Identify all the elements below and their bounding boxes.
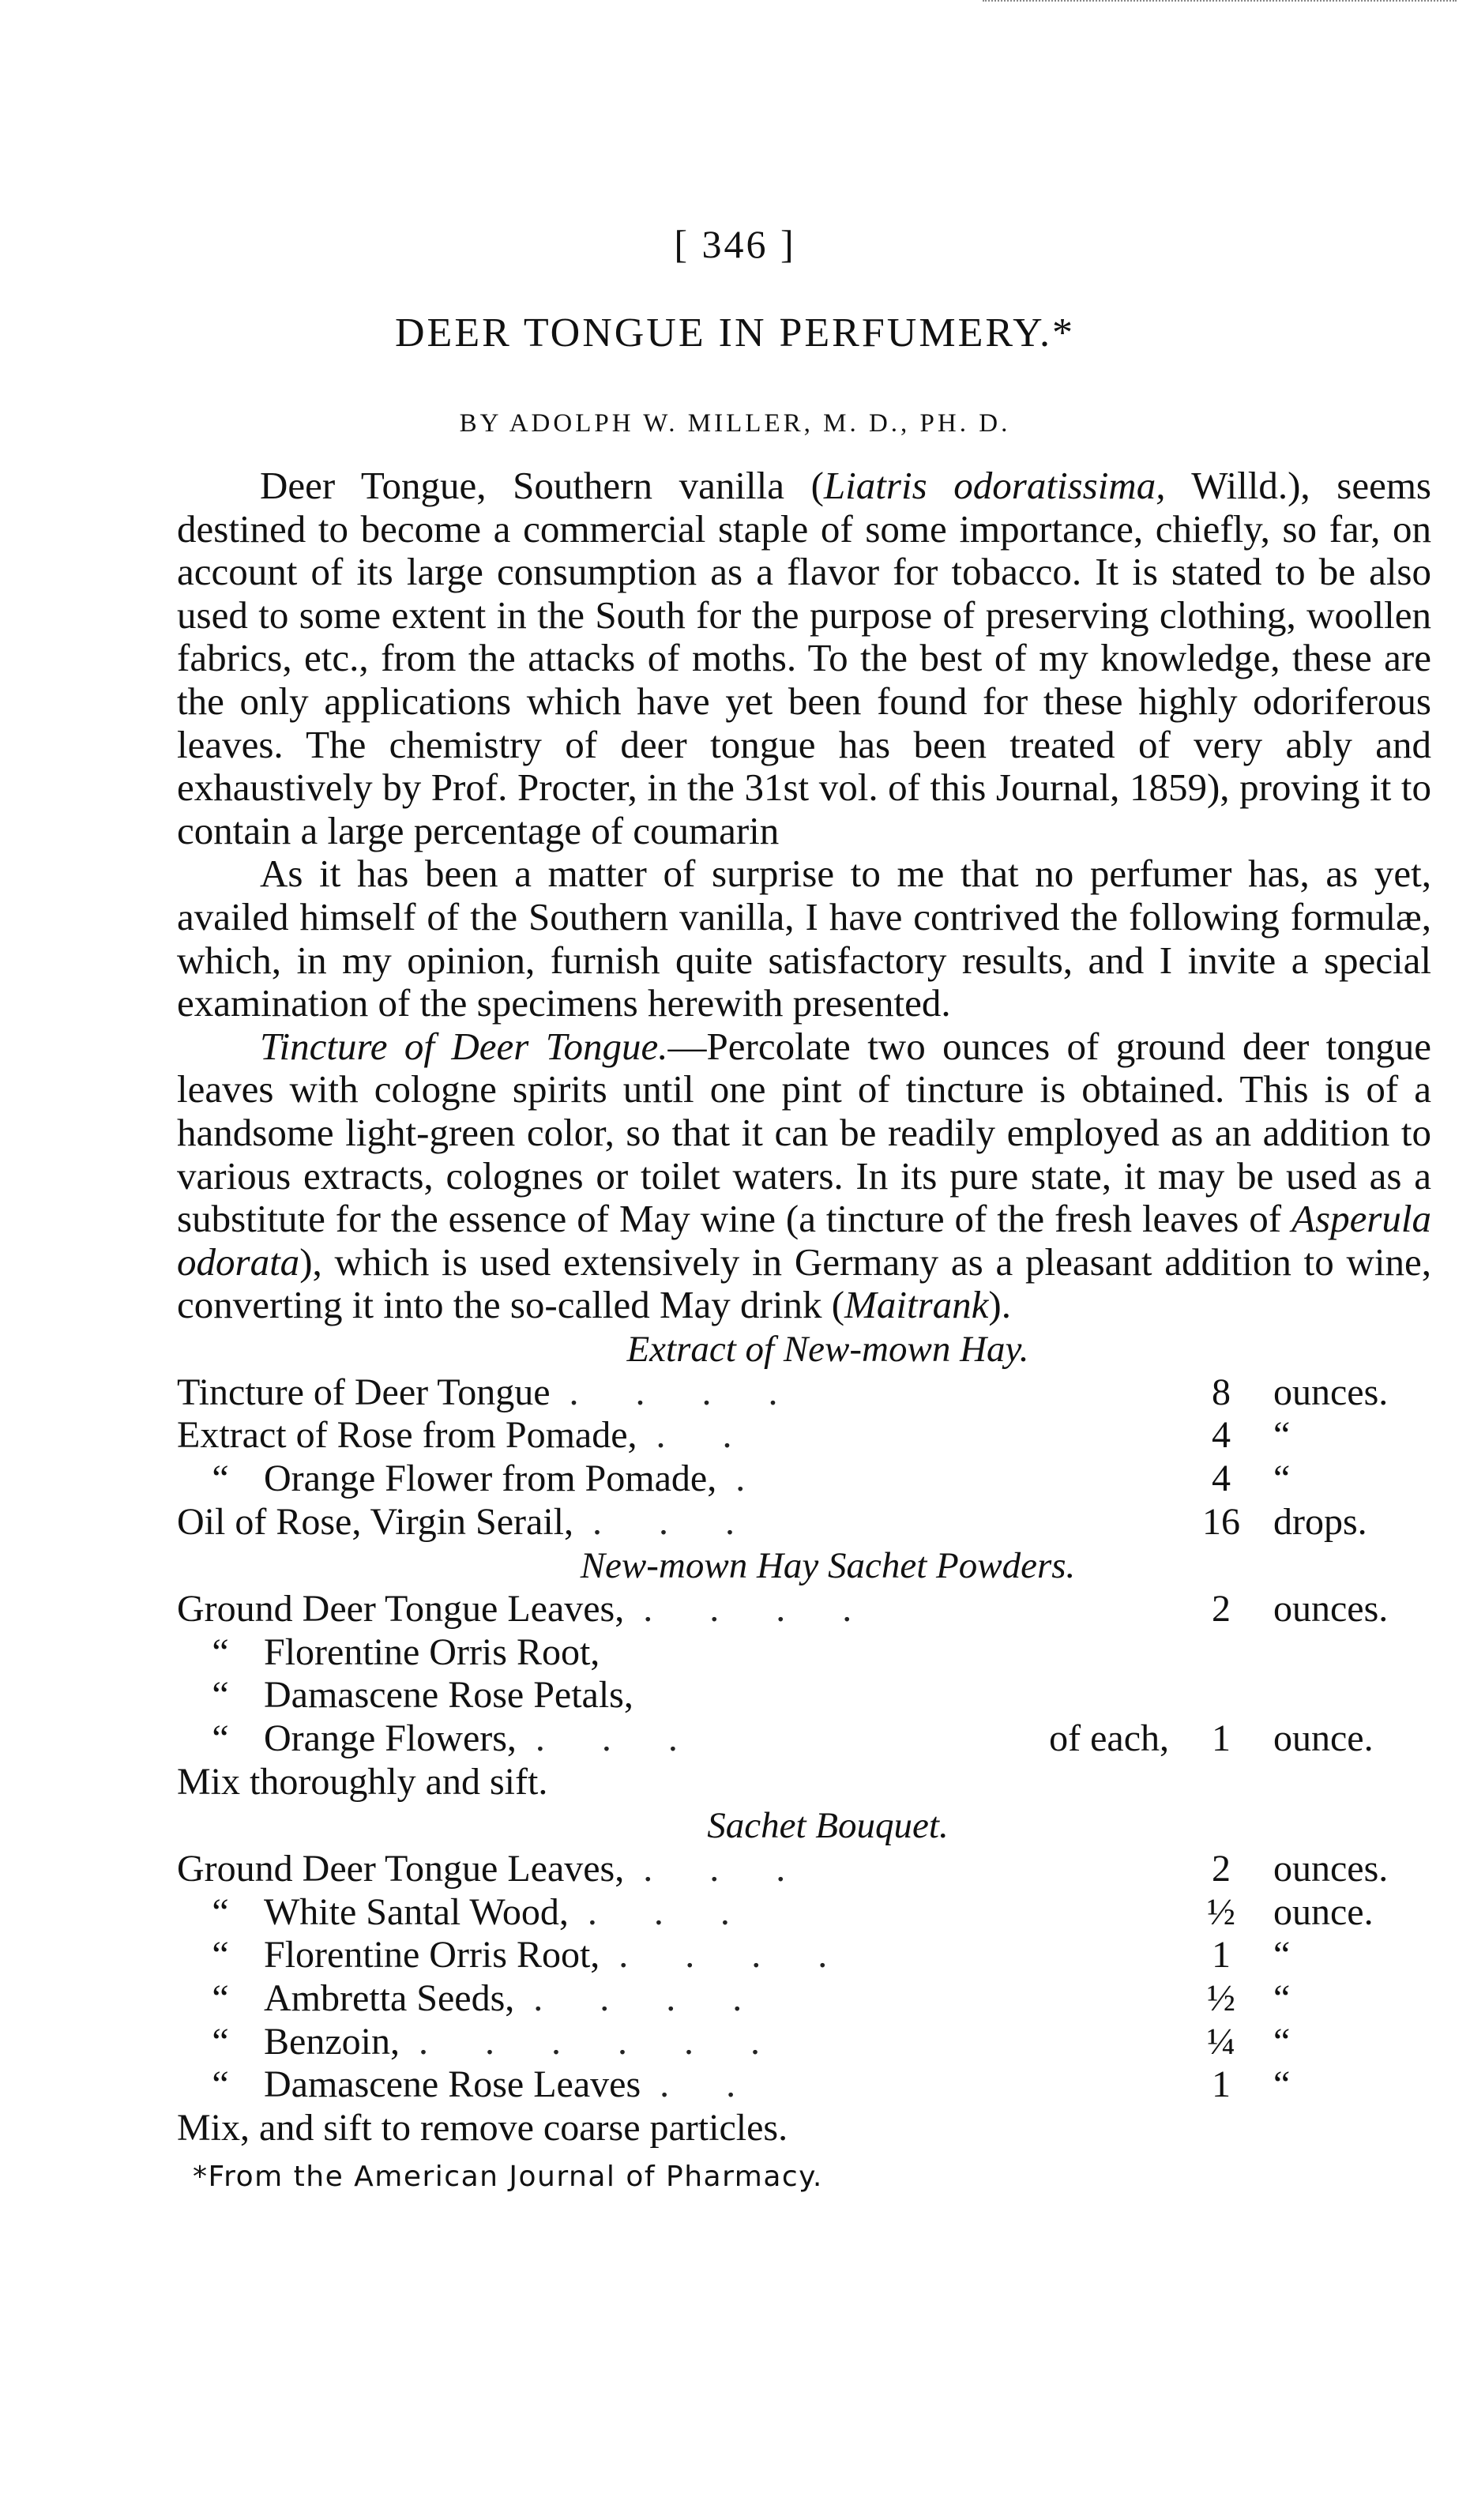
leader-dots: . . . .: [643, 1588, 876, 1630]
unit: “: [1273, 2063, 1291, 2106]
each-note: [1153, 1588, 1185, 1631]
quantity: 4: [1212, 1414, 1231, 1457]
recipe-note: Mix thoroughly and sift.: [177, 1760, 548, 1803]
quantity: ½: [1207, 1890, 1235, 1933]
recipe-note: Mix, and sift to remove coarse particles.: [177, 2106, 788, 2149]
ingredient-name: Oil of Rose, Virgin Serail,: [177, 1500, 573, 1543]
drink-name: Maitrank: [844, 1283, 989, 1327]
recipe-sachet-bouquet: [177, 1848, 1431, 2150]
leader-dots: . . .: [587, 1890, 754, 1933]
quantity: 16: [1202, 1500, 1240, 1543]
recipe-heading-sachet-bouquet: Sachet Bouquet.: [707, 1805, 949, 1847]
quantity: [1185, 1631, 1258, 1675]
quantity: ¼: [1207, 2020, 1235, 2063]
recipe-row: [177, 1414, 1431, 1457]
quantity: ½: [1207, 1977, 1235, 2019]
quantity: 2: [1212, 1588, 1231, 1630]
each-note: [1153, 1631, 1185, 1675]
unit: “: [1273, 1414, 1291, 1457]
recipe-row: [177, 1501, 1431, 1544]
leader-dots: . .: [660, 2063, 760, 2106]
species-name: Liatris odoratissima,: [823, 464, 1166, 507]
ditto-mark: “: [212, 1934, 229, 1977]
unit: ounces.: [1273, 1848, 1389, 1890]
unit: [1258, 1631, 1431, 1675]
article-body: [177, 465, 1431, 2193]
text-run: ), which is used extensively in Germany as a pleasant addition to wine, converting it into the so-called May drink (: [177, 1239, 1431, 1327]
ingredient-name: Orange Flowers,: [264, 1717, 517, 1760]
recipe-hay-extract: [177, 1371, 1431, 1544]
recipe-row: [177, 1717, 1431, 1761]
text-run: ).: [988, 1283, 1011, 1327]
byline: BY ADOLPH W. MILLER, M. D., PH. D.: [459, 409, 1011, 438]
unit: ounce.: [1273, 1717, 1374, 1760]
ditto-mark: “: [212, 1977, 229, 2019]
top-rule: [983, 0, 1457, 4]
text-run: —Percolate two ounces of ground deer tongue leaves with cologne spirits until one pint of tincture is obtained. This is of a handsome light-green color, so that it can be readily employed as an addition to various extracts, colognes or toilet waters. In its pure state, it may be used as a substitute for the essence of May wine (a tincture of the fresh leaves of: [177, 1024, 1432, 1241]
ditto-mark: “: [212, 1457, 229, 1500]
recipe-row: [177, 1371, 1431, 1415]
ingredient-name: Ground Deer Tongue Leaves,: [177, 1848, 625, 1890]
ingredient-name: Damascene Rose Petals,: [264, 1674, 633, 1717]
leader-dots: . . . .: [618, 1934, 852, 1977]
recipe-row: [177, 2021, 1431, 2064]
leader-dots: . . . .: [569, 1371, 802, 1413]
page-number: [ 346 ]: [674, 222, 796, 266]
ingredient-name: Benzoin,: [264, 2020, 400, 2063]
recipe-heading-hay-extract: Extract of New-mown Hay.: [626, 1328, 1029, 1370]
leader-dots: . . . .: [533, 1977, 766, 2019]
ingredient-name: Extract of Rose from Pomade,: [177, 1414, 637, 1457]
quantity: 1: [1212, 2063, 1231, 2106]
text-run: Willd.), seems destined to become a commercial staple of some importance, chiefly, so far, on account of its large consumption as a flavor for tobacco. It is stated to be also used to some extent in the South for the purpose of preserving clothing, woollen fabrics, etc., from the attacks of moths. To the best of my knowledge, these are the only applications which have yet been found for these highly odoriferous leaves. The chemistry of deer tongue has been treated of very ably and exhaustively by Prof. Procter, in the 31st vol. of this Journal, 1859), proving it to contain a large percentage of coumarin: [177, 464, 1432, 852]
recipe-row: [177, 1674, 1431, 1717]
unit: “: [1273, 1977, 1291, 2019]
ingredient-name: Florentine Orris Root,: [264, 1934, 600, 1977]
each-note: of each,: [1049, 1717, 1169, 1760]
ditto-mark: “: [212, 1630, 229, 1673]
recipe-row: [177, 1934, 1431, 1977]
ingredient-name: Tincture of Deer Tongue: [177, 1371, 551, 1413]
quantity: 4: [1212, 1457, 1231, 1500]
unit: [1258, 1674, 1431, 1717]
text-run: Deer Tongue, Southern vanilla (: [260, 464, 824, 507]
recipe-row: [177, 1588, 1431, 1631]
paragraph-formulae: As it has been a matter of surprise to me that no perfumer has, as yet, availed himself of the Southern vanilla, I have contrived the following formulæ, which, in my opinion, furnish quite satisfactory results, and I invite a special examination of the specimens herewith presented.: [177, 852, 1431, 1025]
each-note: [1153, 1674, 1185, 1717]
ditto-mark: “: [212, 1890, 229, 1933]
leader-dots: [633, 1674, 1153, 1717]
quantity: 1: [1212, 1934, 1231, 1977]
unit: drops.: [1273, 1500, 1367, 1543]
paragraph-tincture: [177, 1025, 1431, 1327]
leader-dots: . . .: [592, 1500, 758, 1543]
ditto-mark: “: [212, 1674, 229, 1717]
unit: ounces.: [1273, 1588, 1389, 1630]
quantity: 8: [1212, 1371, 1231, 1413]
ingredient-name: Orange Flower from Pomade,: [264, 1457, 717, 1500]
leader-dots: [600, 1631, 1153, 1675]
paragraph-intro: [177, 465, 1431, 852]
recipe-row: [177, 1631, 1431, 1675]
ingredient-name: Ambretta Seeds,: [264, 1977, 515, 2019]
recipe-row: [177, 1457, 1431, 1501]
ditto-mark: “: [212, 2063, 229, 2106]
ingredient-name: White Santal Wood,: [264, 1890, 569, 1933]
unit: “: [1273, 2020, 1291, 2063]
leader-dots: .: [735, 1457, 769, 1500]
quantity: 2: [1212, 1848, 1231, 1890]
ingredient-name: Florentine Orris Root,: [264, 1630, 600, 1673]
recipe-sachet-powders: [177, 1588, 1431, 1803]
footnote: *From the American Journal of Pharmacy.: [193, 2161, 823, 2194]
leader-dots: . .: [656, 1414, 756, 1457]
ditto-mark: “: [212, 2020, 229, 2063]
recipe-row: [177, 1977, 1431, 2021]
recipe-heading-sachet-powders: New-mown Hay Sachet Powders.: [580, 1545, 1076, 1587]
recipe-row: [177, 1891, 1431, 1935]
unit: ounces.: [1273, 1371, 1389, 1413]
recipe-row: [177, 1848, 1431, 1891]
quantity: 1: [1212, 1717, 1231, 1760]
species-name: Asperula odorata: [177, 1197, 1431, 1284]
ditto-mark: “: [212, 1717, 229, 1760]
tincture-heading: Tincture of Deer Tongue.: [260, 1024, 668, 1068]
quantity: [1185, 1674, 1258, 1717]
unit: “: [1273, 1457, 1291, 1500]
leader-dots: . . . . . .: [418, 2020, 784, 2063]
leader-dots: . . .: [643, 1848, 810, 1890]
article-title: DEER TONGUE IN PERFUMERY.*: [395, 310, 1075, 355]
unit: ounce.: [1273, 1890, 1374, 1933]
recipe-row: [177, 2063, 1431, 2107]
ingredient-name: Damascene Rose Leaves: [264, 2063, 641, 2106]
leader-dots: . . .: [535, 1717, 701, 1760]
unit: “: [1273, 1934, 1291, 1977]
ingredient-name: Ground Deer Tongue Leaves,: [177, 1588, 625, 1630]
